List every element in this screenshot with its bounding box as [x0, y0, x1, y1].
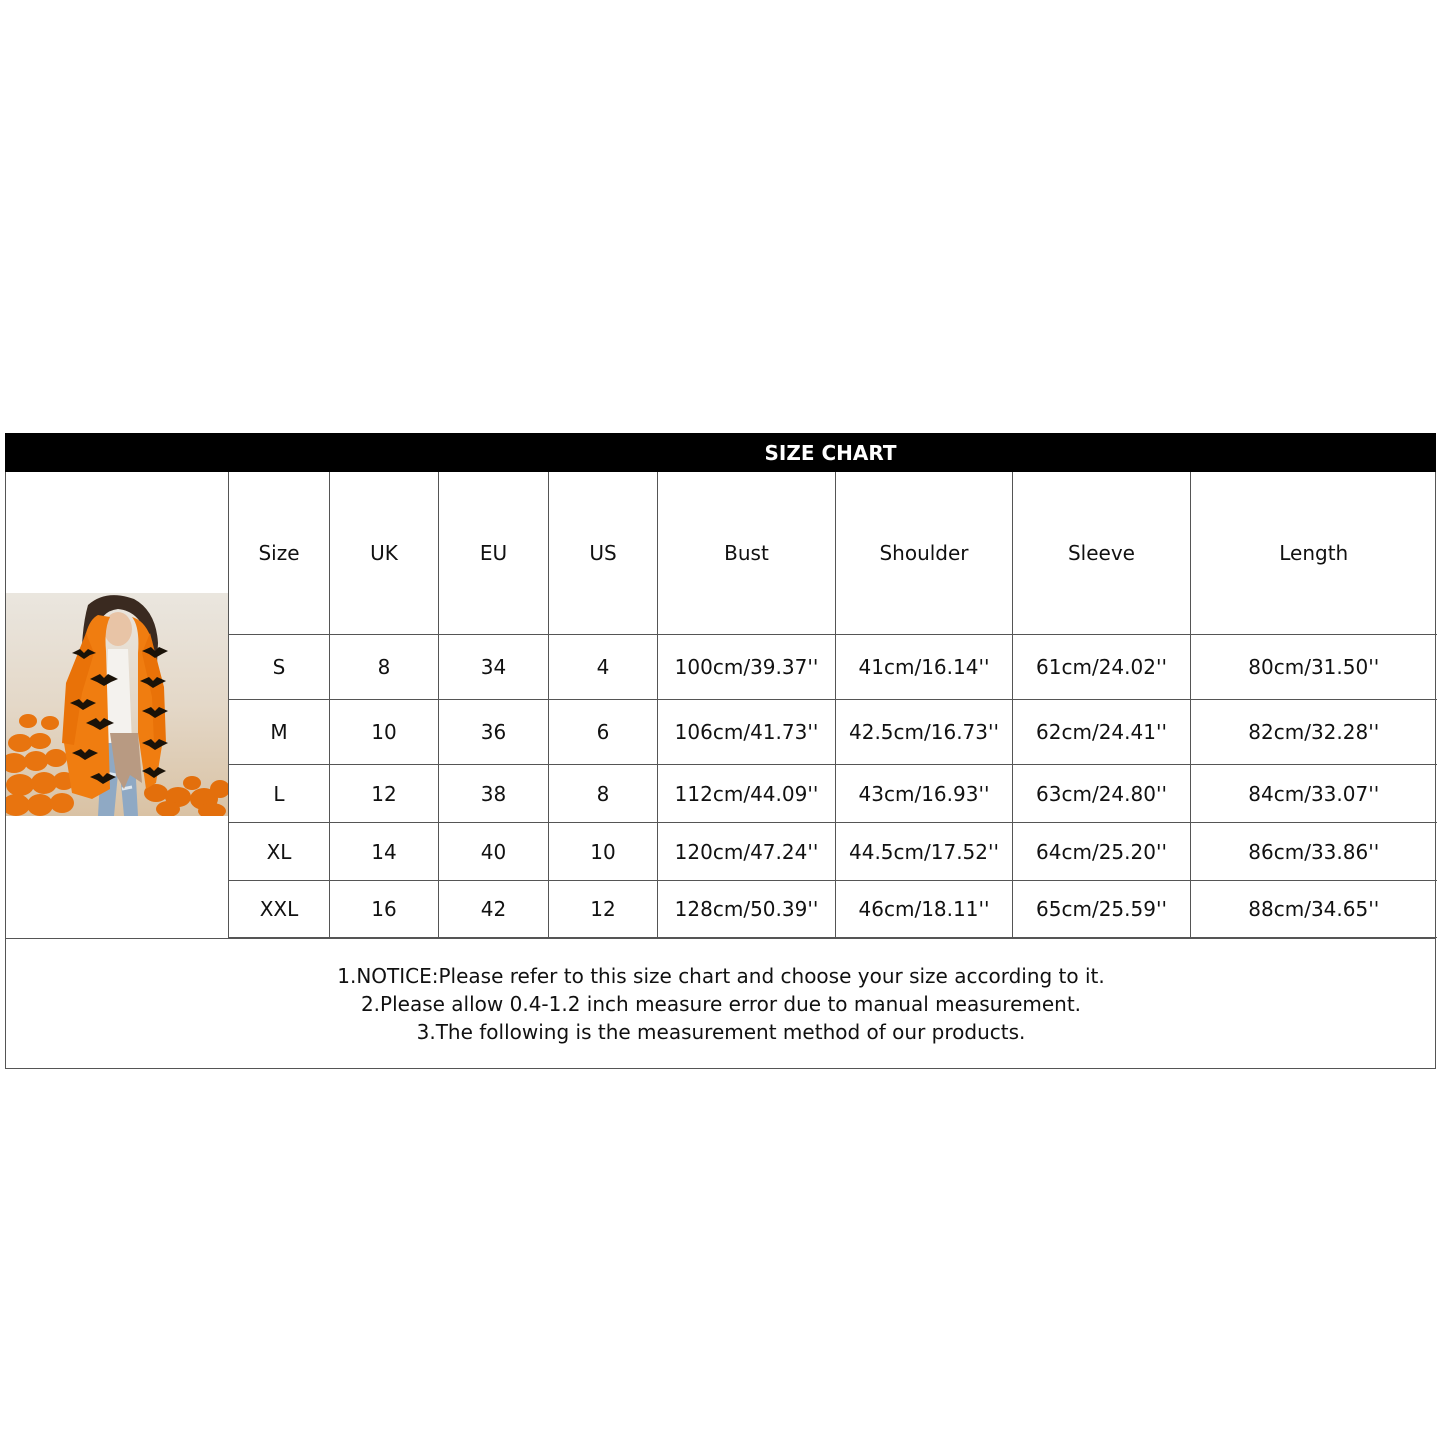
table-cell: 112cm/44.09'' — [658, 765, 836, 823]
column-header: EU — [439, 472, 549, 635]
column-header: Bust — [658, 472, 836, 635]
column-header: US — [549, 472, 658, 635]
column-header: Sleeve — [1013, 472, 1191, 635]
column-header: Size — [229, 472, 330, 635]
table-row — [229, 881, 1437, 938]
table-cell: 44.5cm/17.52'' — [836, 823, 1013, 881]
table-cell: 86cm/33.86'' — [1191, 823, 1437, 881]
table-cell: 36 — [439, 700, 549, 765]
note-line: 1.NOTICE:Please refer to this size chart and choose your size according to it. — [337, 963, 1105, 988]
table-cell: 10 — [549, 823, 658, 881]
table-cell: 40 — [439, 823, 549, 881]
size-table — [228, 472, 1437, 938]
table-cell: 42.5cm/16.73'' — [836, 700, 1013, 765]
table-cell: 12 — [330, 765, 439, 823]
product-photo-cell — [6, 472, 228, 938]
table-cell: 42 — [439, 881, 549, 938]
table-cell: 34 — [439, 635, 549, 700]
table-cell: 61cm/24.02'' — [1013, 635, 1191, 700]
table-cell: 46cm/18.11'' — [836, 881, 1013, 938]
table-cell: 64cm/25.20'' — [1013, 823, 1191, 881]
table-cell: L — [229, 765, 330, 823]
table-cell: 128cm/50.39'' — [658, 881, 836, 938]
column-header: UK — [330, 472, 439, 635]
table-row — [229, 823, 1437, 881]
cardigan-model-image — [6, 593, 228, 816]
table-cell: 84cm/33.07'' — [1191, 765, 1437, 823]
table-cell: 82cm/32.28'' — [1191, 700, 1437, 765]
table-cell: 63cm/24.80'' — [1013, 765, 1191, 823]
table-cell: 41cm/16.14'' — [836, 635, 1013, 700]
size-chart — [5, 433, 1436, 1069]
table-cell: 62cm/24.41'' — [1013, 700, 1191, 765]
table-cell: 43cm/16.93'' — [836, 765, 1013, 823]
table-cell: 4 — [549, 635, 658, 700]
table-cell: XL — [229, 823, 330, 881]
table-cell: 88cm/34.65'' — [1191, 881, 1437, 938]
table-cell: 8 — [549, 765, 658, 823]
table-cell: M — [229, 700, 330, 765]
table-cell: 80cm/31.50'' — [1191, 635, 1437, 700]
table-row — [229, 635, 1437, 700]
table-header-row — [229, 472, 1437, 635]
product-photo — [6, 593, 228, 816]
note-line: 2.Please allow 0.4-1.2 inch measure error due to manual measurement. — [360, 991, 1082, 1016]
table-cell: 120cm/47.24'' — [658, 823, 836, 881]
table-cell: 6 — [549, 700, 658, 765]
table-cell: 100cm/39.37'' — [658, 635, 836, 700]
table-cell: 106cm/41.73'' — [658, 700, 836, 765]
size-chart-title: SIZE CHART — [5, 433, 1436, 472]
table-cell: S — [229, 635, 330, 700]
table-cell: 10 — [330, 700, 439, 765]
table-cell: 38 — [439, 765, 549, 823]
column-header: Length — [1191, 472, 1437, 635]
table-cell: 16 — [330, 881, 439, 938]
table-cell: 14 — [330, 823, 439, 881]
table-row — [229, 765, 1437, 823]
table-cell: 8 — [330, 635, 439, 700]
table-cell: XXL — [229, 881, 330, 938]
column-header: Shoulder — [836, 472, 1013, 635]
table-row — [229, 700, 1437, 765]
table-cell: 65cm/25.59'' — [1013, 881, 1191, 938]
note-line: 3.The following is the measurement method of our products. — [416, 1019, 1026, 1044]
table-cell: 12 — [549, 881, 658, 938]
size-notes — [6, 938, 1436, 1068]
